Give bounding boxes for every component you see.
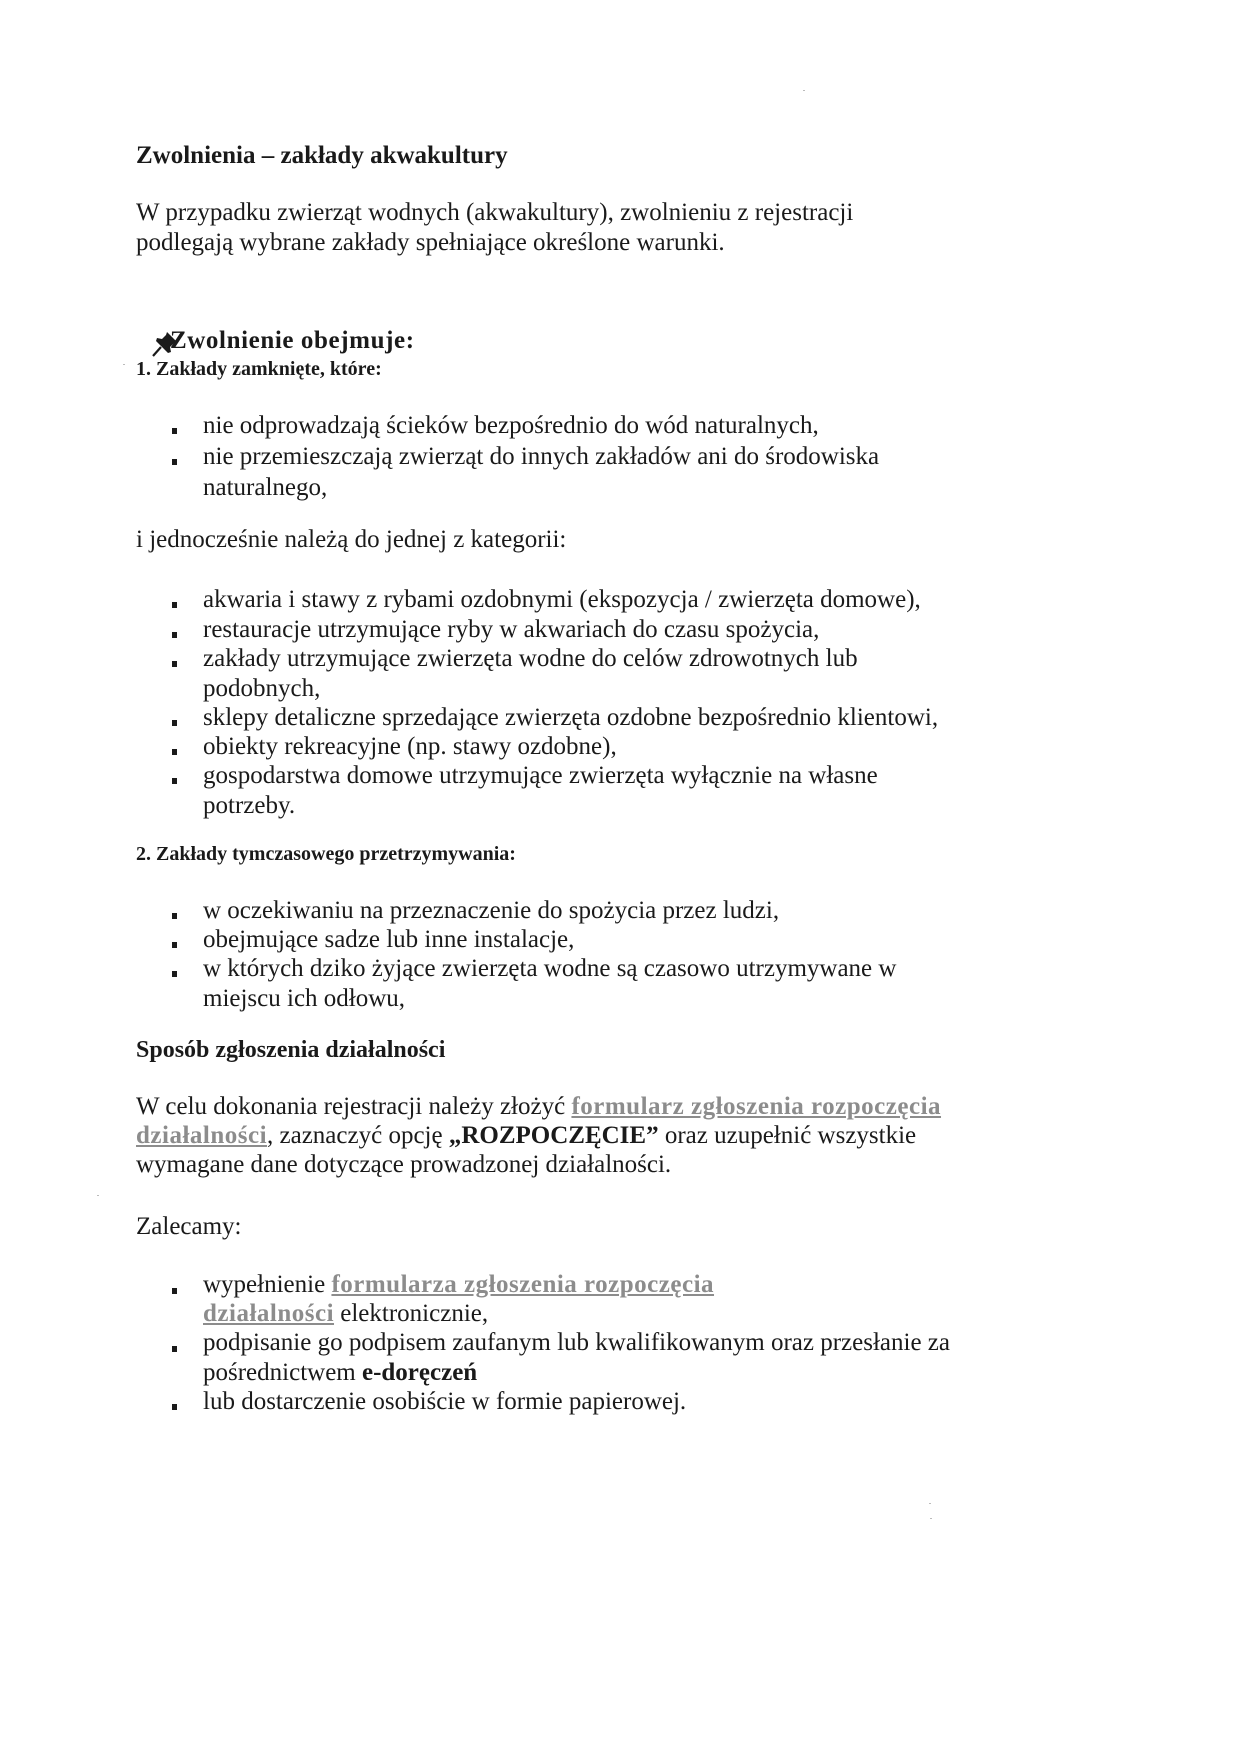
list-item-continuation: podobnych, — [203, 675, 321, 702]
bullet-icon — [172, 720, 177, 726]
option-rozpoczecie: „ROZPOCZĘCIE” — [448, 1122, 659, 1149]
bullet-icon — [172, 913, 177, 919]
list-item-continuation — [203, 1357, 477, 1388]
e-doreczenia-label: e-doręczeń — [361, 1359, 478, 1386]
registration-heading: Sposób zgłoszenia działalności — [136, 1037, 446, 1063]
registration-form-link[interactable]: formularz zgłoszenia rozpoczęcia — [571, 1093, 942, 1120]
exemption-heading: Zwolnienie obejmuje: — [170, 327, 415, 354]
list-item: w oczekiwaniu na przeznaczenie do spożycia przez ludzi, — [203, 897, 780, 924]
bullet-icon — [172, 1404, 177, 1410]
registration-paragraph-line-1 — [136, 1092, 941, 1122]
registration-text: oraz uzupełnić wszystkie — [658, 1122, 917, 1149]
page-title: Zwolnienia – zakłady akwakultury — [136, 142, 508, 169]
list-item: gospodarstwa domowe utrzymujące zwierzęta wyłącznie na własne — [203, 762, 878, 789]
bullet-icon — [172, 971, 177, 977]
list-item: sklepy detaliczne sprzedające zwierzęta ozdobne bezpośrednio klientowi, — [203, 704, 939, 731]
list-item: obiekty rekreacyjne (np. stawy ozdobne), — [203, 733, 617, 760]
list-item: obejmujące sadze lub inne instalacje, — [203, 926, 575, 953]
bullet-icon — [172, 428, 177, 434]
list-item — [203, 1269, 714, 1300]
list-item-continuation: potrzeby. — [203, 792, 296, 819]
list-item-continuation: miejscu ich odłowu, — [203, 985, 406, 1012]
scan-speck — [803, 90, 805, 91]
bullet-icon — [172, 749, 177, 755]
registration-paragraph-line-2 — [136, 1121, 916, 1151]
recommendation-text: pośrednictwem — [203, 1359, 362, 1386]
recommendation-form-link[interactable]: formularza zgłoszenia rozpoczęcia — [331, 1271, 715, 1298]
scan-speck — [123, 364, 125, 365]
recommendation-form-link-continuation[interactable]: działalności — [203, 1300, 335, 1327]
bullet-icon — [172, 602, 177, 608]
registration-text: , zaznaczyć opcję — [267, 1122, 449, 1149]
registration-text: W celu dokonania rejestracji należy złożyć — [136, 1093, 572, 1120]
intro-line-2: podlegają wybrane zakłady spełniające określone warunki. — [136, 229, 725, 256]
section1-heading: 1. Zakłady zamknięte, które: — [136, 358, 382, 380]
bullet-icon — [172, 942, 177, 948]
recommend-label: Zalecamy: — [136, 1213, 242, 1240]
recommendation-text: elektronicznie, — [334, 1300, 489, 1327]
registration-paragraph-line-3: wymagane dane dotyczące prowadzonej działalności. — [136, 1151, 672, 1178]
bullet-icon — [172, 1288, 177, 1294]
list-item: restauracje utrzymujące ryby w akwariach do czasu spożycia, — [203, 616, 820, 643]
list-item-continuation — [203, 1298, 488, 1329]
list-item-continuation: naturalnego, — [203, 474, 328, 501]
bullet-icon — [172, 1346, 177, 1352]
registration-form-link-continuation[interactable]: działalności — [136, 1122, 268, 1149]
list-item: lub dostarczenie osobiście w formie papierowej. — [203, 1388, 687, 1415]
list-item: nie przemieszczają zwierząt do innych zakładów ani do środowiska — [203, 443, 880, 470]
list-item: akwaria i stawy z rybami ozdobnymi (ekspozycja / zwierzęta domowe), — [203, 586, 921, 613]
scan-speck — [929, 1503, 931, 1504]
list-item: zakłady utrzymujące zwierzęta wodne do celów zdrowotnych lub — [203, 645, 858, 672]
bullet-icon — [172, 778, 177, 784]
list-item: w których dziko żyjące zwierzęta wodne są czasowo utrzymywane w — [203, 955, 897, 982]
bullet-icon — [172, 459, 177, 465]
recommendation-text: wypełnienie — [203, 1271, 332, 1298]
section2-heading: 2. Zakłady tymczasowego przetrzymywania: — [136, 843, 516, 865]
intro-line-1: W przypadku zwierząt wodnych (akwakultury), zwolnieniu z rejestracji — [136, 199, 854, 226]
scan-speck — [97, 1195, 99, 1196]
bullet-icon — [172, 632, 177, 638]
categories-connector: i jednocześnie należą do jednej z kategorii: — [136, 526, 567, 553]
list-item: nie odprowadzają ścieków bezpośrednio do wód naturalnych, — [203, 412, 819, 439]
bullet-icon — [172, 661, 177, 667]
list-item: podpisanie go podpisem zaufanym lub kwalifikowanym oraz przesłanie za — [203, 1329, 950, 1356]
scan-speck — [930, 1518, 932, 1519]
